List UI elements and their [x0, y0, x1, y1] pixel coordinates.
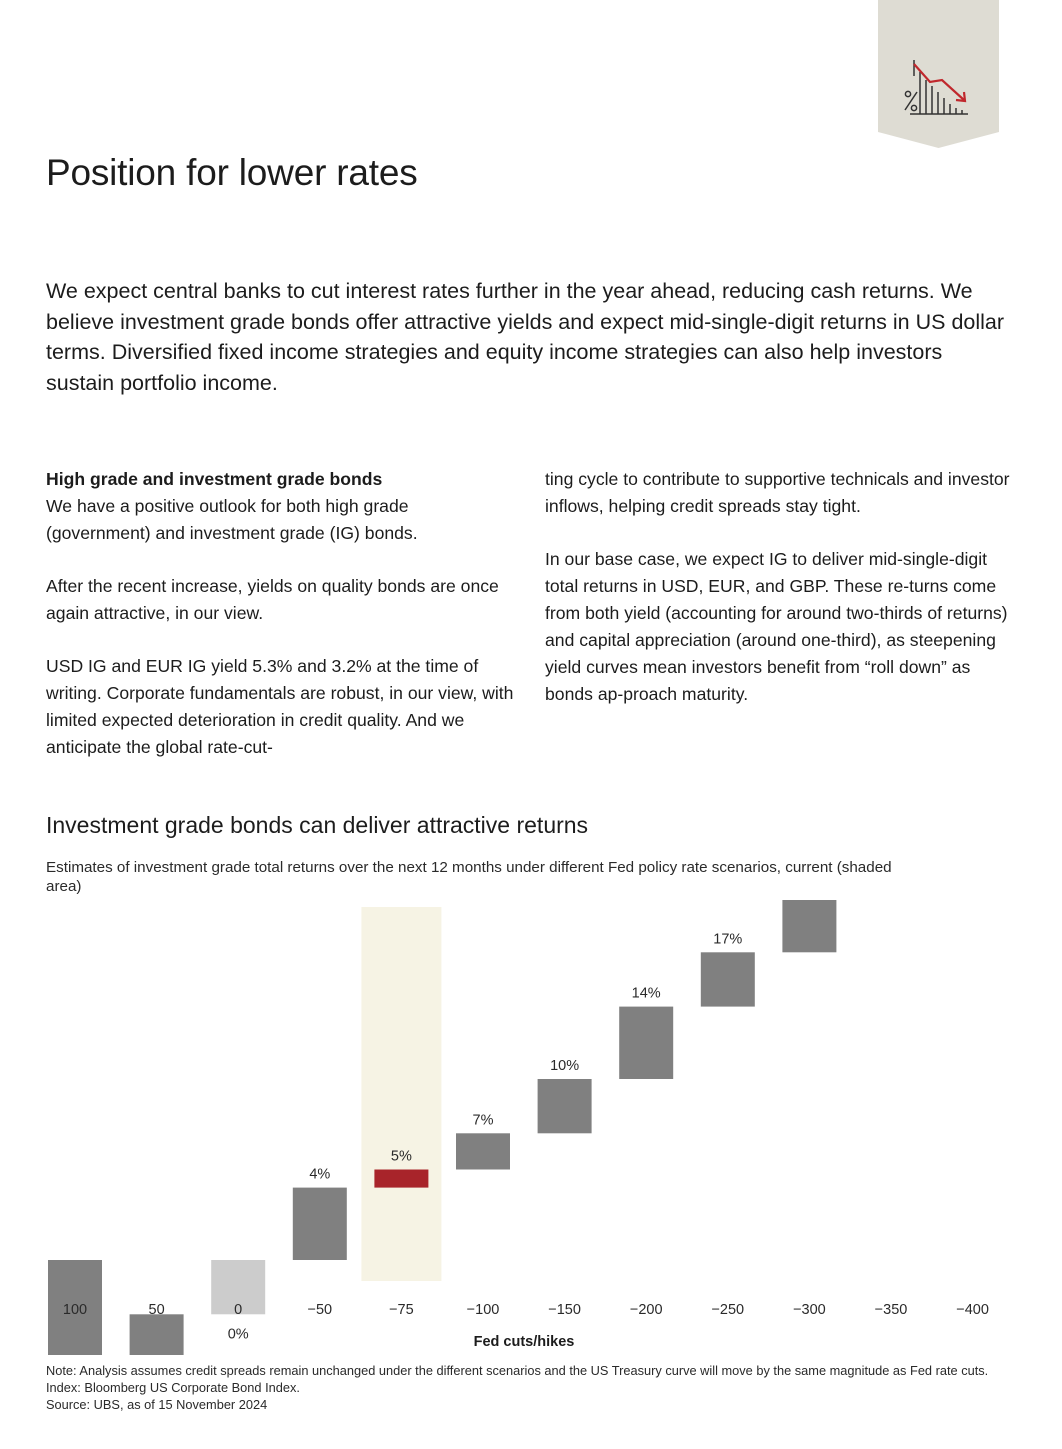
body-paragraph: After the recent increase, yields on quality bonds are once again attractive, in our view. [46, 576, 499, 623]
data-label-5: 7% [472, 1112, 494, 1129]
bar-6 [538, 1079, 592, 1133]
note-text: Note: Analysis assumes credit spreads remain unchanged under the different scenarios and the US Treasury curve will move by the same magnitude as Fed rate cuts. Index: Bloomberg US Corporate Bond Index. [46, 1363, 989, 1395]
chart-subtitle: Estimates of investment grade total returns over the next 12 months under different Fed policy rate scenarios, current (shaded area) [46, 859, 892, 895]
x-tick-label-8: −250 [711, 1302, 745, 1318]
bar-9 [782, 900, 836, 952]
bar-1 [130, 1314, 184, 1355]
data-label-7: 14% [631, 985, 661, 1002]
header-tab [878, 0, 999, 148]
x-tick-label-11: −400 [956, 1302, 989, 1318]
percent-chart-down-arrow-icon [902, 52, 974, 120]
bar-3 [293, 1188, 347, 1260]
x-tick-label-7: −200 [629, 1302, 663, 1318]
data-label-3: 4% [309, 1166, 331, 1183]
bar-8 [701, 952, 755, 1006]
section-heading: High grade and investment grade bonds [46, 469, 383, 489]
chart-title: Investment grade bonds can deliver attractive returns [46, 812, 589, 838]
x-tick-label-5: −100 [466, 1302, 500, 1318]
data-label-4: 5% [390, 1148, 412, 1165]
body-paragraph: In our base case, we expect IG to deliver mid-single-digit total returns in USD, EUR, and GBP. These re-turns come from both yield (accounting for around two-thirds of returns) and capital appreciation (around one-third), as steepening yield curves mean investors benefit from “roll down” as bonds ap-proach maturity. [545, 549, 1008, 704]
intro-paragraph: We expect central banks to cut interest rates further in the year ahead, reducing cash returns. We believe investment grade bonds offer attractive yields and expect mid-single-digit returns in US dollar terms. Diversified fixed income strategies and equity income strategies can also help investors sustain portfolio income. [46, 279, 1005, 395]
x-axis-label: Fed cuts/hikes [473, 1334, 575, 1350]
x-tick-label-0: 100 [62, 1302, 88, 1318]
x-tick-label-2: 0 [234, 1302, 243, 1318]
article-right-column [545, 466, 1015, 734]
data-label-6: 10% [550, 1058, 580, 1074]
body-paragraph: We have a positive outlook for both high grade (government) and investment grade (IG) bonds. [46, 496, 418, 543]
bar-7 [619, 1007, 673, 1079]
data-label-2: 0% [227, 1326, 249, 1343]
x-tick-label-9: −300 [793, 1302, 826, 1318]
chart-note [46, 1362, 1006, 1413]
body-paragraph: ting cycle to contribute to supportive technicals and investor inflows, helping credit spreads stay tight. [545, 469, 1010, 516]
returns-bar-chart [0, 900, 1062, 1355]
bar-4 [374, 1170, 428, 1188]
x-tick-label-4: −75 [389, 1302, 414, 1318]
body-paragraph: USD IG and EUR IG yield 5.3% and 3.2% at the time of writing. Corporate fundamentals are robust, in our view, with limited expected deterioration in credit quality. And we anticipate the global rate-cut- [46, 656, 514, 757]
article-left-column [46, 466, 516, 787]
source-text: Source: UBS, as of 15 November 2024 [46, 1397, 268, 1412]
bar-5 [456, 1133, 510, 1169]
x-tick-label-3: −50 [307, 1302, 333, 1318]
x-tick-label-6: −150 [548, 1302, 581, 1318]
page-title: Position for lower rates [46, 152, 418, 193]
data-label-8: 17% [713, 931, 743, 948]
x-tick-label-10: −350 [874, 1302, 908, 1318]
x-tick-label-1: 50 [148, 1302, 165, 1318]
current-shaded-area [361, 907, 441, 1281]
